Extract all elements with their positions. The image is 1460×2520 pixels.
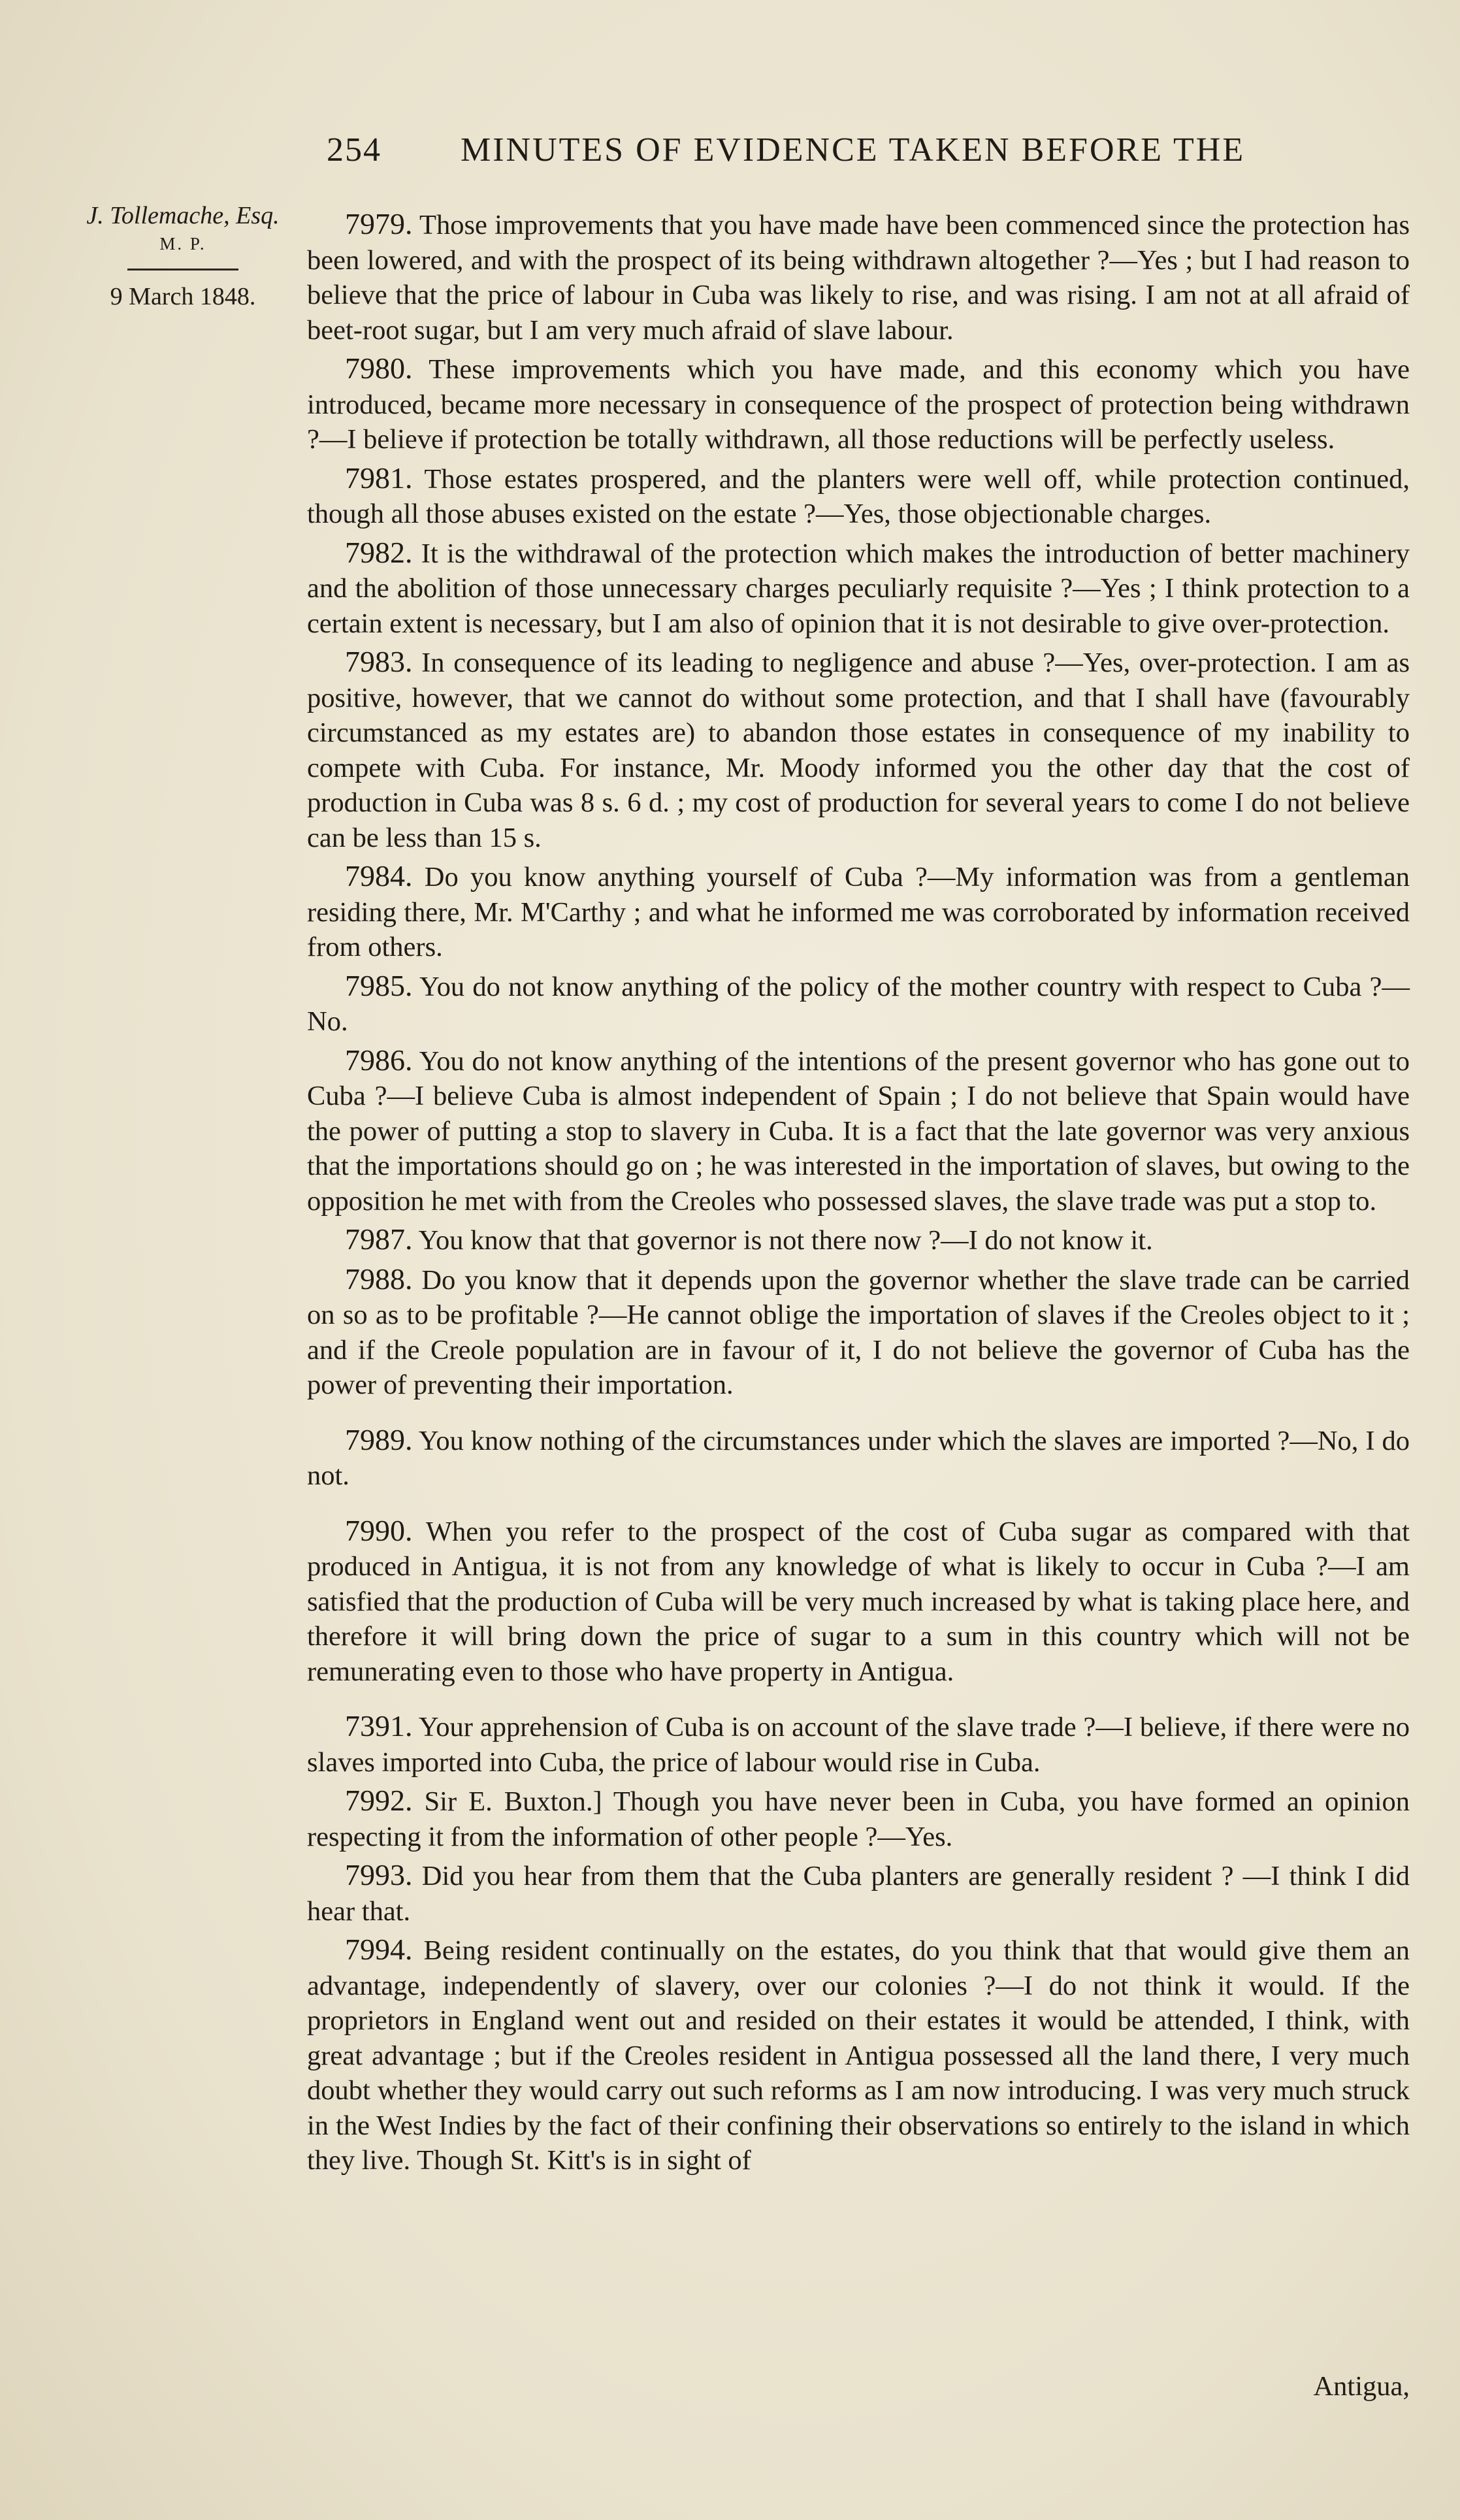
- paragraph-text: You know nothing of the circumstances under which the slaves are imported ?—No, I do not.: [307, 1425, 1410, 1491]
- paragraph-text: Being resident continually on the estates, do you think that that would give them an advantage, independently of slavery, over our colonies ?—I do not think it would. If the proprietors in England went out and resided on their estates it would be attended, I think, with great advantage ; but if the Creoles resident in Antigua possessed all the land there, I very much doubt whether they would carry out such reforms as I am now introducing. I was very much struck in the West Indies by the fact of their confining their observations so entirely to the island in which they live. Though St. Kitt's is in sight of: [307, 1935, 1410, 2176]
- question-number: 7993.: [345, 1858, 413, 1891]
- paragraph-text: Those estates prospered, and the planters were well off, while protection continued, though all those abuses existed on the estate ?—Yes, those objectionable charges.: [307, 463, 1410, 529]
- question-number: 7988.: [345, 1262, 413, 1296]
- question-number: 7986.: [345, 1043, 413, 1077]
- question-number: 7989.: [345, 1422, 413, 1456]
- question-paragraph: [307, 1513, 1410, 1690]
- running-header: [327, 131, 1404, 176]
- margin-witness: J. Tollemache, Esq.: [86, 202, 280, 229]
- paragraph-text: Do you know that it depends upon the governor whether the slave trade can be carried on so as to be profitable ?—He cannot oblige the importation of slaves if the Creoles object to it ; and if the Creole population are in favour of it, I do not believe the governor of Cuba has the power of preventing their importation.: [307, 1264, 1410, 1400]
- paragraph-text: It is the withdrawal of the protection which makes the introduction of better machinery and the abolition of those unnecessary charges peculiarly requisite ?—Yes ; I think protection to a certain extent is necessary, but I am also of opinion that it is not desirable to give over-protection.: [307, 538, 1410, 639]
- margin-note: [72, 201, 294, 311]
- page-number: 254: [327, 131, 381, 169]
- paragraph-text: Those improvements that you have made have been commenced since the protection has been lowered, and with the prospect of its being withdrawn altogether ?—Yes ; but I had reason to believe that the price of labour in Cuba was likely to rise, and was rising. I am not at all afraid of beet-root sugar, but I am very much afraid of slave labour.: [307, 210, 1410, 346]
- paragraph-text: Did you hear from them that the Cuba planters are generally resident ? —I think I did hear that.: [307, 1861, 1410, 1927]
- question-paragraph: [307, 1783, 1410, 1854]
- question-number: 7979.: [345, 207, 413, 240]
- question-number: 7992.: [345, 1784, 413, 1817]
- paragraph-text: You do not know anything of the policy of the mother country with respect to Cuba ?—No.: [307, 971, 1410, 1037]
- paragraph-text: Sir E. Buxton.] Though you have never been in Cuba, you have formed an opinion respecting it from the information of other people ?—Yes.: [307, 1786, 1410, 1852]
- paragraph-text: These improvements which you have made, and this economy which you have introduced, became more necessary in consequence of the prospect of protection being withdrawn ?—I believe if protection be totally withdrawn, all those reductions will be perfectly useless.: [307, 354, 1410, 455]
- question-paragraph: [307, 535, 1410, 642]
- question-paragraph: [307, 859, 1410, 965]
- question-paragraph: [307, 1709, 1410, 1780]
- paragraph-text: When you refer to the prospect of the cost of Cuba sugar as compared with that produced in Antigua, it is not from any knowledge of what is likely to occur in Cuba ?—I am satisfied that the production of Cuba will be very much increased by what is taking place here, and therefore it will bring down the price of sugar to a sum in this country which will not be remunerating even to those who have property in Antigua.: [307, 1516, 1410, 1687]
- question-number: 7980.: [345, 352, 413, 385]
- question-number: 7987.: [345, 1222, 413, 1256]
- catchword: Antigua,: [1313, 2371, 1410, 2402]
- margin-mp: M. P.: [159, 234, 206, 254]
- question-paragraph: [307, 1422, 1410, 1494]
- question-paragraph: [307, 351, 1410, 457]
- question-paragraph: [307, 1222, 1410, 1258]
- paragraph-text: Do you know anything yourself of Cuba ?—My information was from a gentleman residing there, Mr. M'Carthy ; and what he informed me was corroborated by information received from others.: [307, 862, 1410, 962]
- question-paragraph: [307, 1857, 1410, 1929]
- paragraph-text: You know that that governor is not there now ?—I do not know it.: [418, 1225, 1153, 1256]
- question-number: 7985.: [345, 968, 413, 1002]
- question-paragraph: [307, 1262, 1410, 1403]
- question-number: 7984.: [345, 859, 413, 892]
- question-paragraph: [307, 1043, 1410, 1219]
- question-number: 7981.: [345, 461, 413, 495]
- question-number: 7982.: [345, 535, 413, 569]
- question-paragraph: [307, 1932, 1410, 2178]
- margin-date: 9 March 1848.: [110, 283, 256, 310]
- question-paragraph: [307, 206, 1410, 348]
- paragraph-text: You do not know anything of the intentions of the present governor who has gone out to Cuba ?—I believe Cuba is almost independent of Spain ; I do not believe that Spain would have the power of putting a stop to slavery in Cuba. It is a fact that the late governor was very anxious that the importations should go on ; he was interested in the importation of slaves, but owing to the opposition he met with from the Creoles who possessed slaves, the slave trade was put a stop to.: [307, 1045, 1410, 1217]
- evidence-text: [307, 206, 1410, 2182]
- paragraph-text: In consequence of its leading to negligence and abuse ?—Yes, over-protection. I am as positive, however, that we cannot do without some protection, and that I shall have (favourably circumstanced as my estates are) to abandon those estates in consequence of my inability to compete with Cuba. For instance, Mr. Moody informed you the other day that the cost of production in Cuba was 8 s. 6 d. ; my cost of production for several years to come I do not believe can be less than 15 s.: [307, 647, 1410, 853]
- question-number: 7994.: [345, 1933, 413, 1966]
- paragraph-text: Your apprehension of Cuba is on account of the slave trade ?—I believe, if there were no slaves imported into Cuba, the price of labour would rise in Cuba.: [307, 1712, 1410, 1778]
- running-title: MINUTES OF EVIDENCE TAKEN BEFORE THE: [461, 131, 1246, 169]
- question-paragraph: [307, 461, 1410, 532]
- question-paragraph: [307, 644, 1410, 855]
- question-number: 7990.: [345, 1513, 413, 1547]
- question-paragraph: [307, 968, 1410, 1039]
- question-number: 7391.: [345, 1709, 413, 1743]
- question-number: 7983.: [345, 645, 413, 678]
- margin-rule: [127, 269, 238, 270]
